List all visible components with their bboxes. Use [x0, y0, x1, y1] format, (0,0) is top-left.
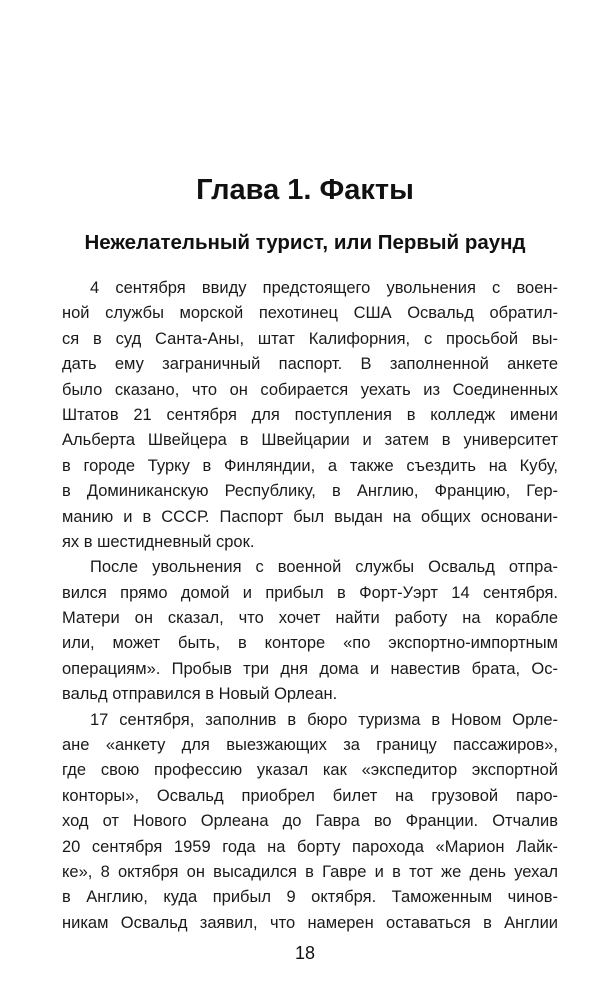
text-line: вился прямо домой и прибыл в Форт-Уэрт 14 сентября. — [62, 583, 558, 602]
text-line: ке», 8 октября он высадился в Гавре и в тот же день уехал — [62, 862, 558, 881]
text-line: в Англию, куда прибыл 9 октября. Таможенным чинов- — [62, 888, 558, 907]
text-line: ход от Нового Орлеана до Гавра во Франции. Отчалив — [62, 812, 558, 831]
text-line: или, может быть, в конторе «по экспортно-импортным — [62, 634, 558, 653]
page-number: 18 — [294, 943, 316, 963]
text-line: где свою профессию указал как «экспедитор экспортной — [62, 761, 558, 780]
paragraph — [62, 555, 558, 707]
section-title: Нежелательный турист, или Первый раунд — [84, 231, 526, 254]
text-line: ях в шестидневный срок. — [62, 532, 255, 551]
text-line: 17 сентября, заполнив в бюро туризма в Новом Орле- — [90, 710, 558, 729]
text-line: в Доминиканскую Республику, в Англию, Францию, Гер- — [62, 482, 558, 501]
text-line: дать ему заграничный паспорт. В заполненной анкете — [62, 355, 558, 374]
text-line: Матери он сказал, что хочет найти работу на корабле — [62, 609, 558, 628]
text-line: 20 сентября 1959 года на борту парохода «Марион Лайк- — [62, 837, 558, 856]
text-line: 4 сентября ввиду предстоящего увольнения с воен- — [90, 279, 558, 297]
paragraph — [62, 708, 558, 937]
text-line: в городе Турку в Финляндии, а также съездить на Кубу, — [62, 456, 558, 475]
text-line: После увольнения с военной службы Освальд отпра- — [90, 558, 558, 577]
text-line: вальд отправился в Новый Орлеан. — [62, 685, 338, 704]
text-line: манию и в СССР. Паспорт был выдан на общих основани- — [62, 507, 558, 526]
text-line: Альберта Швейцера в Швейцарии и затем в университет — [62, 431, 558, 450]
text-line: конторы», Освальд приобрел билет на грузовой паро- — [62, 786, 558, 805]
text-line: операциям». Пробыв три дня дома и навестив брата, Ос- — [62, 659, 558, 678]
text-line: ане «анкету для выезжающих за границу пассажиров», — [62, 736, 558, 755]
body-text — [62, 276, 558, 936]
chapter-title: Глава 1. Факты — [196, 174, 414, 206]
paragraph — [62, 276, 558, 555]
text-line: было сказано, что он собирается уехать из Соединенных — [62, 380, 558, 399]
text-line: Штатов 21 сентября для поступления в колледж имени — [62, 405, 558, 424]
text-line: никам Освальд заявил, что намерен оставаться в Англии — [62, 913, 558, 932]
text-line: ной службы морской пехотинец США Освальд обратил- — [62, 304, 558, 323]
text-line: ся в суд Санта-Аны, штат Калифорния, с просьбой вы- — [62, 329, 558, 348]
